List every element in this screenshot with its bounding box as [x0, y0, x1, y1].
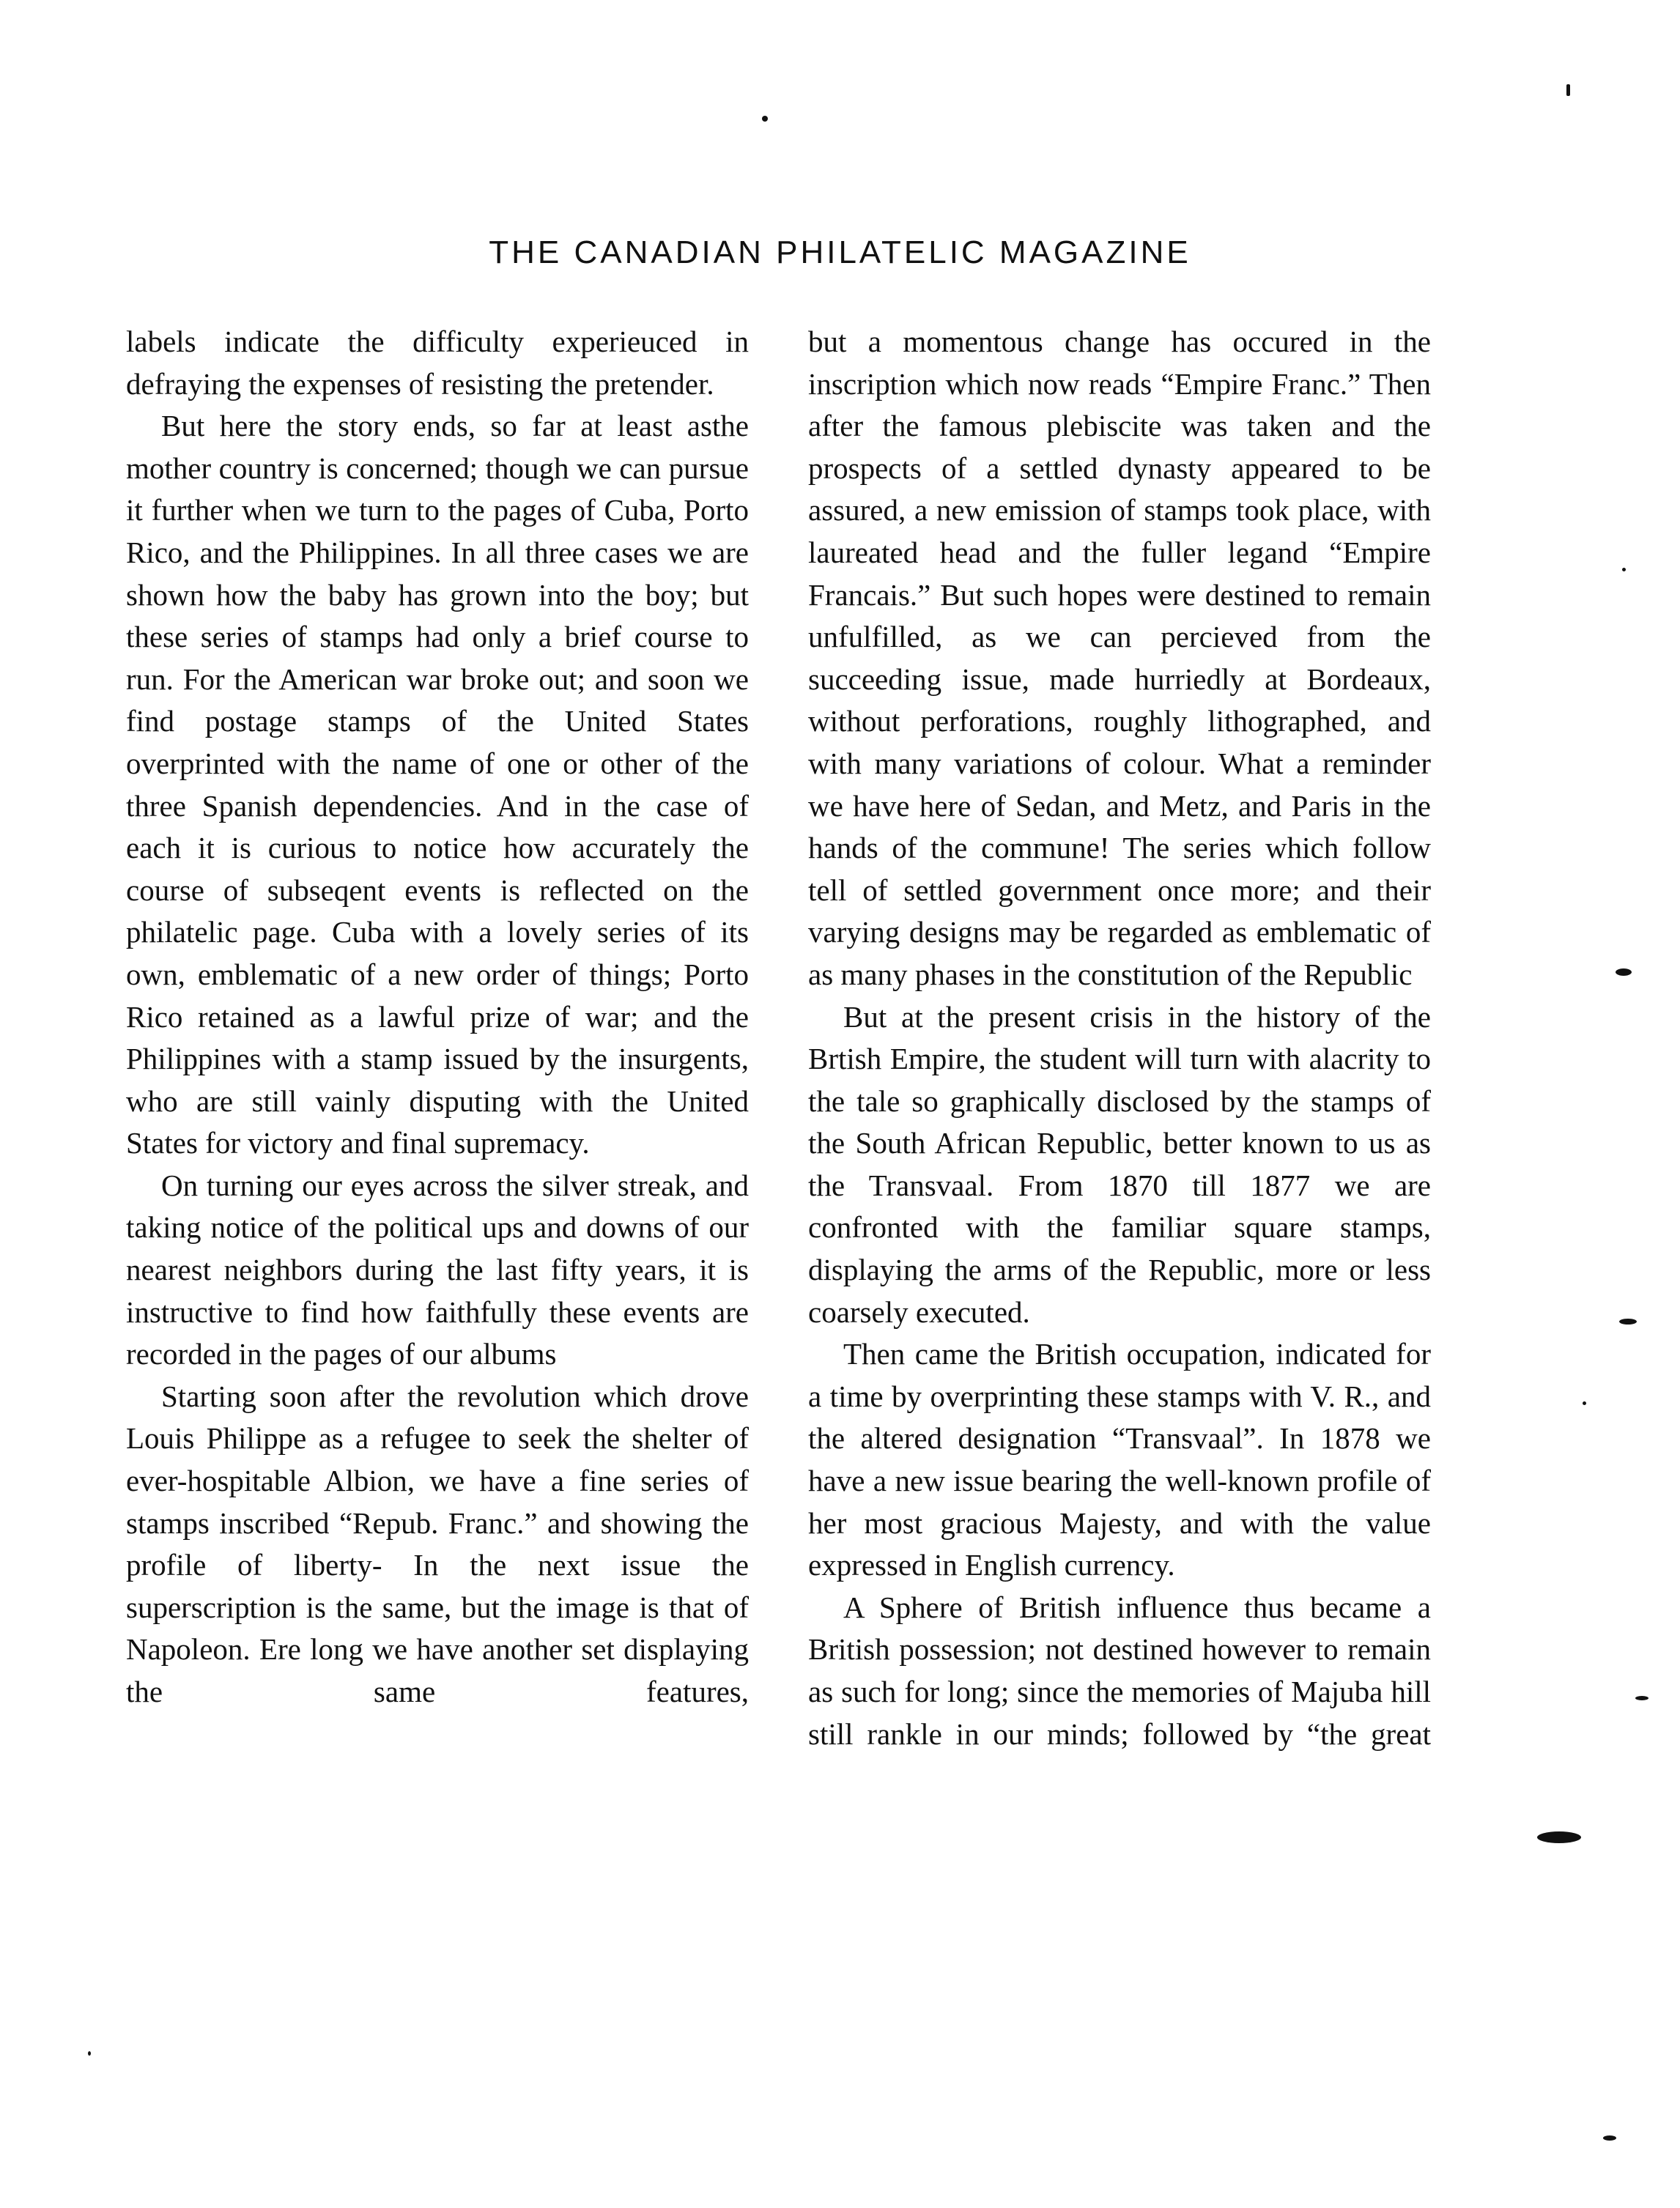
paragraph-continued: labels indicate the difficulty experieuced in defraying the expenses of resisting the pretender.: [126, 325, 749, 401]
paragraph: Starting soon after the revolution which drove Louis Philippe as a refugee to seek the shelter of ever-hospitable Albion, we have a fine series of stamps inscribed “Repub. Franc.” and showing the profile of liberty- In the next issue the superscription is the same, but the image is that of Napoleon. Ere long we have another set displaying the same features,: [126, 1379, 749, 1708]
scan-speck: [1603, 2135, 1616, 2141]
scan-speck: [1622, 568, 1626, 571]
running-head-title: THE CANADIAN PHILATELIC MAGAZINE: [489, 234, 1191, 270]
left-column: [126, 321, 749, 1714]
paragraph: But here the story ends, so far at least asthe mother country is concerned; though we can pursue it further when we turn to the pages of Cuba, Porto Rico, and the Philippines. In all three cases we are shown how the baby has grown into the boy; but these series of stamps had only a brief course to run. For the American war broke out; and soon we find postage stamps of the United States overprinted with the name of one or other of the three Spanish dependencies. And in the case of each it is curious to notice how accurately the course of subseqent events is reflected on the philatelic page. Cuba with a lovely series of its own, emblematic of a new order of things; Porto Rico retained as a lawful prize of war; and the Philippines with a stamp issued by the insurgents, who are still vainly disputing with the United States for victory and final supremacy.: [126, 409, 749, 1160]
paragraph: On turning our eyes across the silver streak, and taking notice of the political ups and downs of our nearest neighbors during the last fifty years, it is instructive to find how faithfully these events are recorded in the pages of our albums: [126, 1168, 749, 1371]
scan-speck: [1537, 1831, 1581, 1843]
paragraph: But at the present crisis in the history of the Brtish Empire, the student will turn with alacrity to the tale so graphically disclosed by the stamps of the South African Republic, better known to us as the Transvaal. From 1870 till 1877 we are confronted with the familiar square stamps, displaying the arms of the Republic, more or less coarsely executed.: [808, 999, 1431, 1329]
scan-speck: [1619, 1319, 1637, 1325]
scan-speck: [1583, 1401, 1586, 1405]
paragraph-continued: but a momentous change has occured in the inscription which now reads “Empire Franc.” Then after the famous plebiscite was taken and the prospects of a settled dynasty appeared to be assured, a new emission of stamps took place, with laureated head and the fuller legand “Empire Francais.” But such hopes were destined to remain unfulfilled, as we can percieved from the succeeding issue, made hurriedly at Bordeaux, without perforations, roughly lithographed, and with many variations of colour. What a reminder we have here of Sedan, and Metz, and Paris in the hands of the commune! The series which follow tell of settled government once more; and their varying designs may be regarded as emblematic of as many phases in the constitution of the Republic: [808, 325, 1431, 991]
scan-speck: [1635, 1696, 1648, 1700]
scan-speck: [1566, 84, 1570, 96]
scan-speck: [88, 2051, 91, 2056]
scan-speck: [1616, 968, 1632, 976]
right-column: [808, 321, 1431, 1755]
paragraph: A Sphere of British influence thus became a British possession; not destined however to remain as such for long; since the memories of Majuba hill still rankle in our minds; followed by “the great: [808, 1590, 1431, 1751]
paragraph: Then came the British occupation, indicated for a time by overprinting these stamps with V. R., and the altered designation “Transvaal”. In 1878 we have a new issue bearing the well-known profile of her most gracious Majesty, and with the value expressed in English currency.: [808, 1337, 1431, 1582]
scan-speck: [762, 116, 768, 122]
